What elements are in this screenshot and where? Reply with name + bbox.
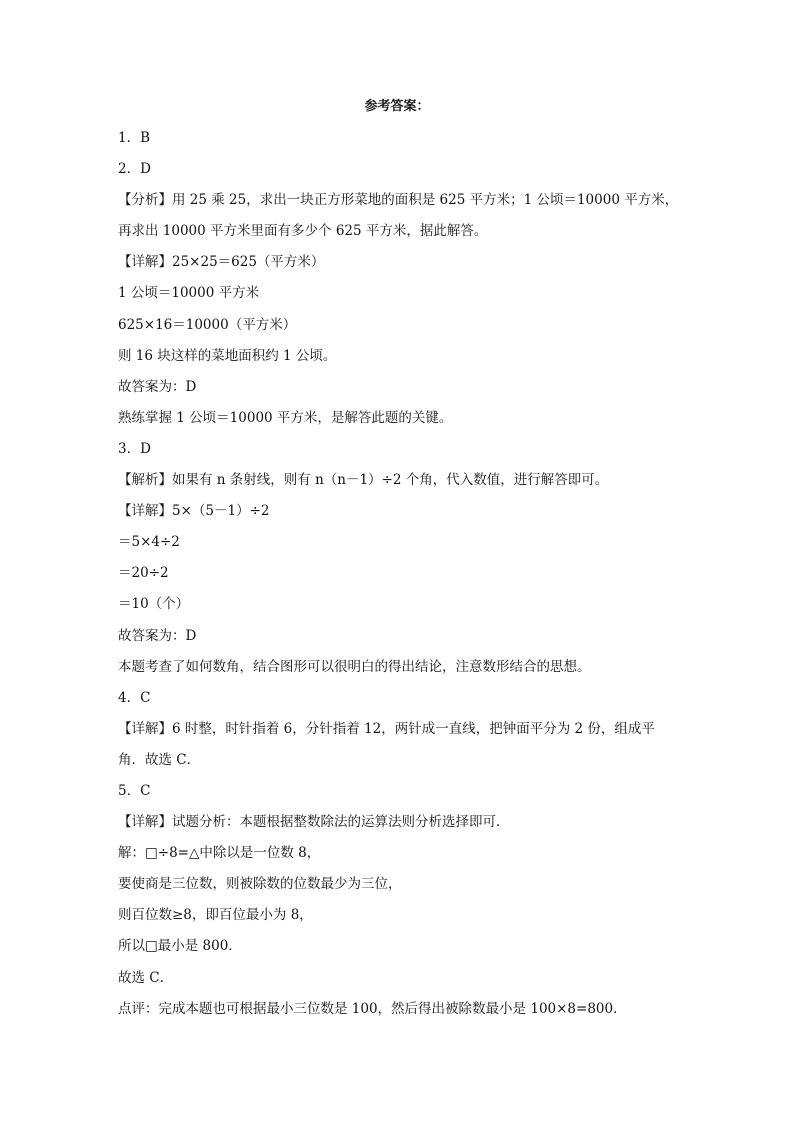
answer-line-18: 本题考查了如何数角，结合图形可以很明白的得出结论，注意数形结合的思想。: [118, 658, 591, 675]
answer-line-20: 【详解】6 时整，时针指着 6，分针指着 12，两针成一直线，把钟面平分为 2 份，组成平: [118, 720, 655, 737]
answer-line-29: 点评：完成本题也可根据最小三位数是 100，然后得出被除数最小是 100×8=800．: [118, 1000, 627, 1017]
answer-line-27: 所以□最小是 800．: [118, 938, 242, 955]
answer-line-13: 【详解】5×（5－1）÷2: [118, 503, 270, 520]
answer-line-22: 5．C: [118, 782, 151, 799]
answer-line-25: 要使商是三位数，则被除数的位数最少为三位，: [118, 876, 402, 893]
answer-line-16: ＝10（个）: [118, 596, 190, 613]
answer-line-26: 则百位数≥8，即百位最小为 8，: [118, 907, 313, 924]
answer-line-14: ＝5×4÷2: [118, 534, 180, 551]
answer-line-23: 【详解】试题分析：本题根据整数除法的运算法则分析选择即可．: [118, 814, 510, 831]
answer-line-15: ＝20÷2: [118, 565, 169, 582]
answer-line-4: 再求出 10000 平方米里面有多少个 625 平方米，据此解答。: [118, 223, 488, 240]
answer-line-19: 4．C: [118, 689, 151, 706]
answer-body: [118, 123, 678, 1025]
answer-line-9: 故答案为：D: [118, 378, 197, 395]
answer-line-10: 熟练掌握 1 公顷＝10000 平方米，是解答此题的关键。: [118, 409, 453, 426]
page-title: 参考答案：: [364, 99, 430, 114]
answer-line-3: 【分析】用 25 乘 25，求出一块正方形菜地的面积是 625 平方米；1 公顷＝10000 平方米，: [118, 192, 679, 209]
answer-line-1: 1．B: [118, 130, 151, 146]
answer-line-24: 解：□÷8=△中除以是一位数 8，: [118, 845, 321, 862]
answer-line-12: 【解析】如果有 n 条射线，则有 n（n－1）÷2 个角，代入数值，进行解答即可。: [118, 472, 609, 489]
answer-line-5: 【详解】25×25＝625（平方米）: [118, 254, 325, 271]
answer-line-28: 故选 C．: [118, 969, 174, 986]
answer-line-7: 625×16＝10000（平方米）: [118, 316, 297, 333]
answer-line-6: 1 公顷＝10000 平方米: [118, 285, 260, 302]
answer-line-17: 故答案为：D: [118, 627, 197, 644]
answer-line-2: 2．D: [118, 161, 151, 178]
answer-line-21: 角．故选 C．: [118, 751, 201, 768]
answer-line-11: 3．D: [118, 440, 151, 457]
answer-line-8: 则 16 块这样的菜地面积约 1 公顷。: [118, 347, 337, 364]
